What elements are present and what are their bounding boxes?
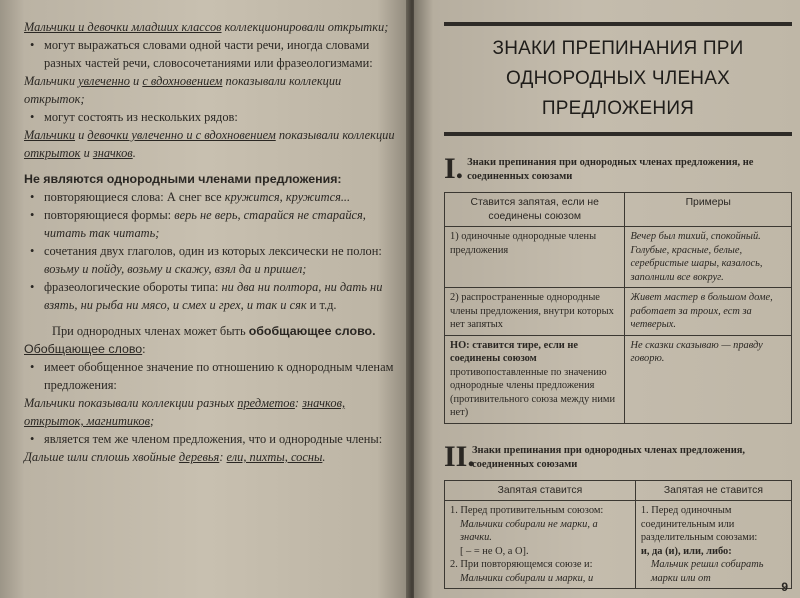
bullet-item xyxy=(24,358,402,394)
section-title: Знаки препинания при однородных членах предложения, не соединенных союзами xyxy=(467,157,754,182)
example-text: и xyxy=(80,146,93,160)
bullet-text: фразеологические обороты типа: xyxy=(44,280,222,294)
left-page-content xyxy=(24,18,402,466)
example-text: Мальчики и девочки младших классов xyxy=(24,20,222,34)
section-heading: Не являются однородными членами предложения: xyxy=(24,172,342,186)
bullet-text: сочетания двух глаголов, один из которых лексически не полон: xyxy=(44,244,382,258)
table-cell: Не сказки сказываю — правду говорю. xyxy=(625,335,792,423)
bullet-text: имеет обобщенное значение по отношению к однородным членам предложения: xyxy=(44,360,394,392)
bullet-item xyxy=(24,188,402,206)
title-line: ОДНОРОДНЫХ ЧЛЕНАХ ПРЕДЛОЖЕНИЯ xyxy=(506,68,730,119)
bullet-text: и т.д. xyxy=(306,298,337,312)
example-text: . xyxy=(322,450,326,464)
table-cell-text: 1. Перед одиночным соединительным или разделительным союзами: xyxy=(640,505,758,543)
paragraph-intro xyxy=(24,18,402,36)
example-text: и xyxy=(75,128,88,142)
table-row xyxy=(445,335,792,423)
table-cell-text: 1. Перед противительным союзом: xyxy=(450,505,604,516)
section-header xyxy=(444,154,792,184)
bullet-text: повторяющиеся слова: А снег все xyxy=(44,190,225,204)
section-number: I. xyxy=(444,152,464,185)
example-text: Мальчики показывали коллекции разных xyxy=(24,396,238,410)
example-text: увлеченно xyxy=(78,74,130,88)
bullet-item xyxy=(24,430,402,448)
right-page xyxy=(414,0,800,598)
table-header-cell: Запятая ставится xyxy=(445,480,636,501)
example-text: показывали коллекции xyxy=(275,128,395,142)
table-header-cell: Примеры xyxy=(625,193,792,227)
section-title: Знаки препинания при однородных членах предложения, соединенных союзами xyxy=(472,444,746,470)
example-text: Мальчики xyxy=(24,128,76,142)
example-text: коллекционировали открытки; xyxy=(221,20,389,34)
example-text: девочки увлеченно и с вдохновением xyxy=(87,128,276,142)
bullet-text: могут состоять из нескольких рядов: xyxy=(44,110,238,124)
example-line xyxy=(24,72,402,108)
table-no-conjunctions xyxy=(444,192,792,424)
table-cell: Живет мастер в большом доме, работает за троих, ест за четверых. xyxy=(625,288,792,336)
example-text: показывали коллекции открыток; xyxy=(24,74,342,106)
paragraph-text: : xyxy=(142,342,146,356)
term-text: обобщающее слово. xyxy=(248,324,376,338)
page-number: 9 xyxy=(781,580,788,594)
table-cell-text: и, да (и), или, либо: xyxy=(640,545,732,557)
bullet-item xyxy=(24,108,402,126)
section-number: II. xyxy=(444,439,475,473)
example-text: Мальчик решил собирать марки или от xyxy=(650,559,764,584)
table-cell-text: противопоставленные по значению однородные члены предложения (противительного союза между ними нет) xyxy=(450,366,616,418)
table-cell-text: НО: ставится тире, если не соединены союзом xyxy=(450,339,578,364)
example-line xyxy=(24,126,402,162)
example-text: . xyxy=(132,146,136,160)
table-header-cell: Ставится запятая, если не соединены союзом xyxy=(445,193,625,227)
table-header-row xyxy=(445,193,792,227)
term-text: Обобщающее слово xyxy=(24,342,143,356)
scheme-text: [ – = не О, а О]. xyxy=(460,545,529,557)
table-cell-text: 2. При повторяющемся союзе и: xyxy=(450,559,593,570)
right-page-content xyxy=(444,22,792,589)
title-line: ЗНАКИ ПРЕПИНАНИЯ ПРИ xyxy=(492,38,744,59)
bullet-item xyxy=(24,278,402,314)
paragraph-text: При однородных членах может быть xyxy=(52,324,249,338)
bullet-item xyxy=(24,242,402,278)
example-text: деревья xyxy=(178,450,220,464)
table-row xyxy=(445,227,792,288)
example-text: Мальчики собирали не марки, а значки. xyxy=(460,518,598,543)
table-cell xyxy=(445,335,625,423)
bullet-item xyxy=(24,36,402,72)
table-header-row xyxy=(445,480,792,501)
example-text: значков, открыток, магнитиков xyxy=(24,396,346,428)
table-header-cell: Запятая не ставится xyxy=(635,480,791,501)
example-text: ели, пихты, сосны xyxy=(226,450,323,464)
table-cell xyxy=(635,501,791,589)
bullet-item xyxy=(24,206,402,242)
example-text: ни два ни полтора, ни дать ни взять, ни рыба ни мясо, и смех и грех, и так и сяк xyxy=(44,280,383,312)
paragraph-generalizing xyxy=(24,322,402,358)
table-cell xyxy=(445,501,636,589)
example-text: ; xyxy=(149,414,155,428)
example-text: открыток xyxy=(24,146,81,160)
example-text: : xyxy=(219,450,227,464)
example-text: : xyxy=(294,396,303,410)
bullet-text: повторяющиеся формы: xyxy=(44,208,175,222)
table-row xyxy=(445,501,792,589)
table-cell: 1) одиночные однородные члены предложения xyxy=(445,227,625,288)
page-title xyxy=(444,22,792,136)
table-row xyxy=(445,288,792,336)
example-text: Дальше шли сплошь хвойные xyxy=(24,450,179,464)
example-text: Мальчики собирали и марки, и xyxy=(460,572,594,584)
example-text: кружится, кружится... xyxy=(224,190,351,204)
bullet-text: могут выражаться словами одной части речи, иногда словами разных частей речи, словосочетаниями или фразеологизмами: xyxy=(44,38,373,70)
example-text: возьму и пойду, возьму и скажу, взял да и пришел; xyxy=(44,262,307,276)
example-line xyxy=(24,394,402,430)
example-text: верь не верь, старайся не старайся, читать так читать; xyxy=(44,208,366,240)
table-cell: 2) распространенные однородные члены предложения, внутри которых нет запятых xyxy=(445,288,625,336)
example-text: с вдохновением xyxy=(142,74,223,88)
table-cell: Вечер был тихий, спокойный. Голубые, красные, белые, серебристые шары, казалось, заполнили все вокруг. xyxy=(625,227,792,288)
example-line xyxy=(24,448,402,466)
example-text: предметов xyxy=(237,396,295,410)
example-text: и xyxy=(129,74,143,88)
example-text: Мальчики xyxy=(24,74,79,88)
bullet-text: является тем же членом предложения, что и однородные члены: xyxy=(44,432,383,446)
example-text: значков xyxy=(92,146,133,160)
section-header xyxy=(444,439,792,473)
table-with-conjunctions xyxy=(444,480,792,590)
